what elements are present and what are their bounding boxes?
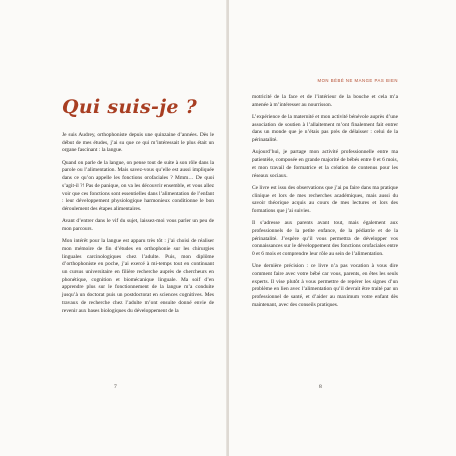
paragraph: Quand on parle de la langue, on pense tout de suite à son rôle dans la parole ou l’alimentation. Mais savez-vous qu’elle est aussi impliquée dans ce qu’on appelle les fonctions orofaciales ? Mmm… De quoi s’agit-il ?! Pas de panique, on va les découvrir ensemble, et vous allez voir que ces fonctions sont essentielles dans l’alimentation de l’enfant : leur développement physiologique harmonieux conditionne le bon déroulement des étapes alimentaires. [62, 159, 214, 212]
paragraph: Il s’adresse aux parents avant tout, mais également aux professionnels de la petite enfance, de la pédiatrie et de la périnatalité. J’espère qu’il vous permettra de développer vos connaissances sur le développement des fonctions orofaciales entre 0 et 6 mois et comprendre leur rôle au sein de l’alimentation. [252, 220, 398, 258]
paragraph: Mon intérêt pour la langue est apparu très tôt : j’ai choisi de réaliser mon mémoire de fin d’études en orthophonie sur les chirurgies linguales carcinologiques chez l’adulte. Puis, mon diplôme d’orthophoniste en poche, j’ai exercé à mi-temps tout en continuant un cursus universitaire en filière recherche auprès de chercheurs en phonétique, cognition et biomécanique linguale. Ma soif d’en apprendre plus sur le fonctionnement de la langue m’a conduite jusqu’à un doctorat puis un postdoctorat en sciences cognitives. Mes travaux de recherche chez l’adulte m’ont ensuite donné envie de revenir aux bases biologiques du développement de la [62, 238, 214, 314]
right-page [229, 0, 456, 456]
paragraph: Une dernière précision : ce livre n’a pas vocation à vous dire comment faire avec votre bébé car vous, parents, en êtes les seuls experts. Il vise plutôt à vous permettre de repérer les signes d’un problème en lien avec l’alimentation qu’il devrait être traité par un professionnel de santé, et d’aider au maximum votre enfant dès maintenant, avec des conseils pratiques. [252, 263, 398, 308]
paragraph: motricité de la face et de l’intérieur de la bouche et cela m’a amenée à m’intéresser au nourrisson. [252, 94, 398, 108]
paragraph: Ce livre est issu des observations que j’ai pu faire dans ma pratique clinique et lors de mes recherches académiques, mais aussi du savoir théorique acquis au cours de mes lectures et lors des formations que j’ai suivies. [252, 184, 398, 214]
paragraph: Aujourd’hui, je partage mon activité professionnelle entre ma patientèle, composée en grande majorité de bébés entre 0 et 6 mois, et mon travail de formatrice et la création de contenus pour les réseaux sociaux. [252, 149, 398, 179]
paragraph: L’expérience de la maternité et mon activité bénévole auprès d’une association de soutien à l’allaitement m’ont finalement fait entrer dans un monde que je n’étais pas près de délaisser : celui de la périnatalité. [252, 114, 398, 144]
page-number: 7 [114, 384, 117, 390]
running-head: MON BÉBÉ NE MANGE PAS BIEN [317, 78, 398, 83]
paragraph: Avant d’entrer dans le vif du sujet, laissez-moi vous parler un peu de mon parcours. [62, 218, 214, 232]
chapter-title: Qui suis-je ? [62, 96, 198, 118]
paragraph: Je suis Audrey, orthophoniste depuis une quinzaine d’années. Dès le début de mes études, j’ai su que ce qui m’intéressait le plus était un organe fascinant : la langue. [62, 132, 214, 154]
page-number: 8 [319, 384, 322, 390]
